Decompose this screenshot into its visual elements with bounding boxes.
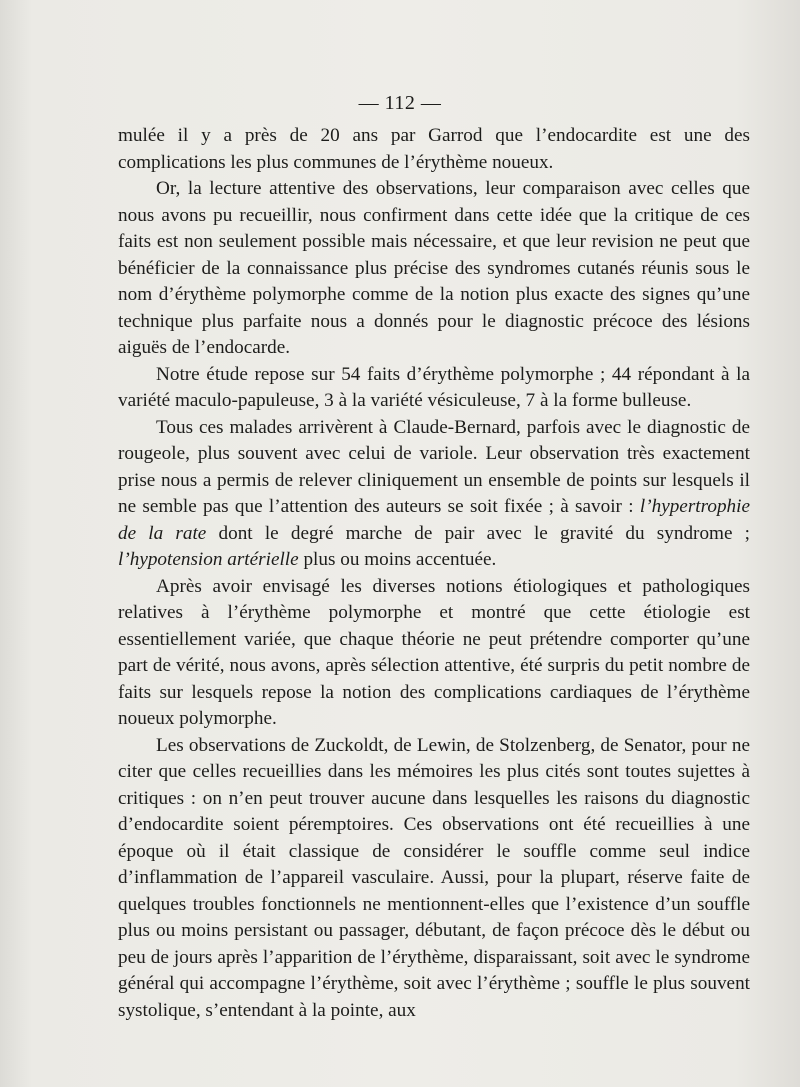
- paragraph-4-text-end: plus ou moins accentuée.: [298, 549, 497, 570]
- paragraph-6: Les observations de Zuckoldt, de Lewin, de Stolzenberg, de Senator, pour ne citer que celles recueillies dans les mémoires les plus cités sont toutes sujettes à critiques : on n’en peut trouver aucune dans lesquelles les raisons du diagnostic d’endocardite soient péremptoires. Ces observations ont été recueillies à une époque où il était classique de considérer le souffle comme seul indice d’inflammation de l’appareil vasculaire. Aussi, pour la plupart, réserve faite de quelques troubles fonctionnels ne mentionnent-elles que l’existence d’un souffle plus ou moins persistant ou passager, débutant, de façon précoce dès le début ou peu de jours après l’apparition de l’érythème, disparaissant, soit avec le syndrome général qui accompagne l’érythème, soit avec l’érythème ; souffle le plus souvent systolique, s’entendant à la pointe, aux: [118, 734, 750, 1021]
- paragraph-5: Après avoir envisagé les diverses notions étiologiques et pathologiques relatives à l’érythème polymorphe et montré que cette étiologie est essentiellement variée, que chaque théorie ne peut prétendre comporter qu’une part de vérité, nous avons, après sélection attentive, été surpris du petit nombre de faits sur lesquels repose la notion des complications cardiaques de l’érythème noueux polymorphe.: [118, 575, 750, 729]
- paragraph-4: [118, 415, 750, 574]
- paragraph-2: Or, la lecture attentive des observations, leur comparaison avec celles que nous avons pu recueillir, nous confirment dans cette idée que la critique de ces faits est non seulement possible mais nécessaire, et que leur revision ne peut que bénéficier de la connaissance plus précise des syndromes cutanés réunis sous le nom d’érythème polymorphe comme de la notion plus exacte des signes qu’une technique plus parfaite nous a donnés pour le diagnostic précoce des lésions aiguës de l’endocarde.: [118, 178, 750, 358]
- page-number: — 112 —: [358, 92, 442, 114]
- italic-term-spleen: l’hypertrophie de la rate: [118, 496, 750, 544]
- paragraph-4-text-start: Tous ces malades arrivèrent à Claude-Bernard, parfois avec le diagnostic de rougeole, plus souvent avec celui de variole. Leur observation très exactement prise nous a permis de relever cliniquement un ensemble de points sur lesquels il ne semble pas que l’attention des auteurs se soit fixée ; à savoir :: [118, 416, 750, 517]
- paragraph-3: Notre étude repose sur 54 faits d’érythème polymorphe ; 44 répondant à la variété maculo-papuleuse, 3 à la variété vésiculeuse, 7 à la forme bulleuse.: [118, 363, 750, 411]
- italic-term-hypotension: l’hypotension artérielle: [118, 549, 299, 570]
- paragraph-1: mulée il y a près de 20 ans par Garrod que l’endocardite est une des complications les plus communes de l’érythème noueux.: [118, 125, 750, 173]
- body-text: [118, 123, 750, 1024]
- paragraph-4-text-middle: dont le degré marche de pair avec le gravité du syndrome ;: [206, 522, 750, 544]
